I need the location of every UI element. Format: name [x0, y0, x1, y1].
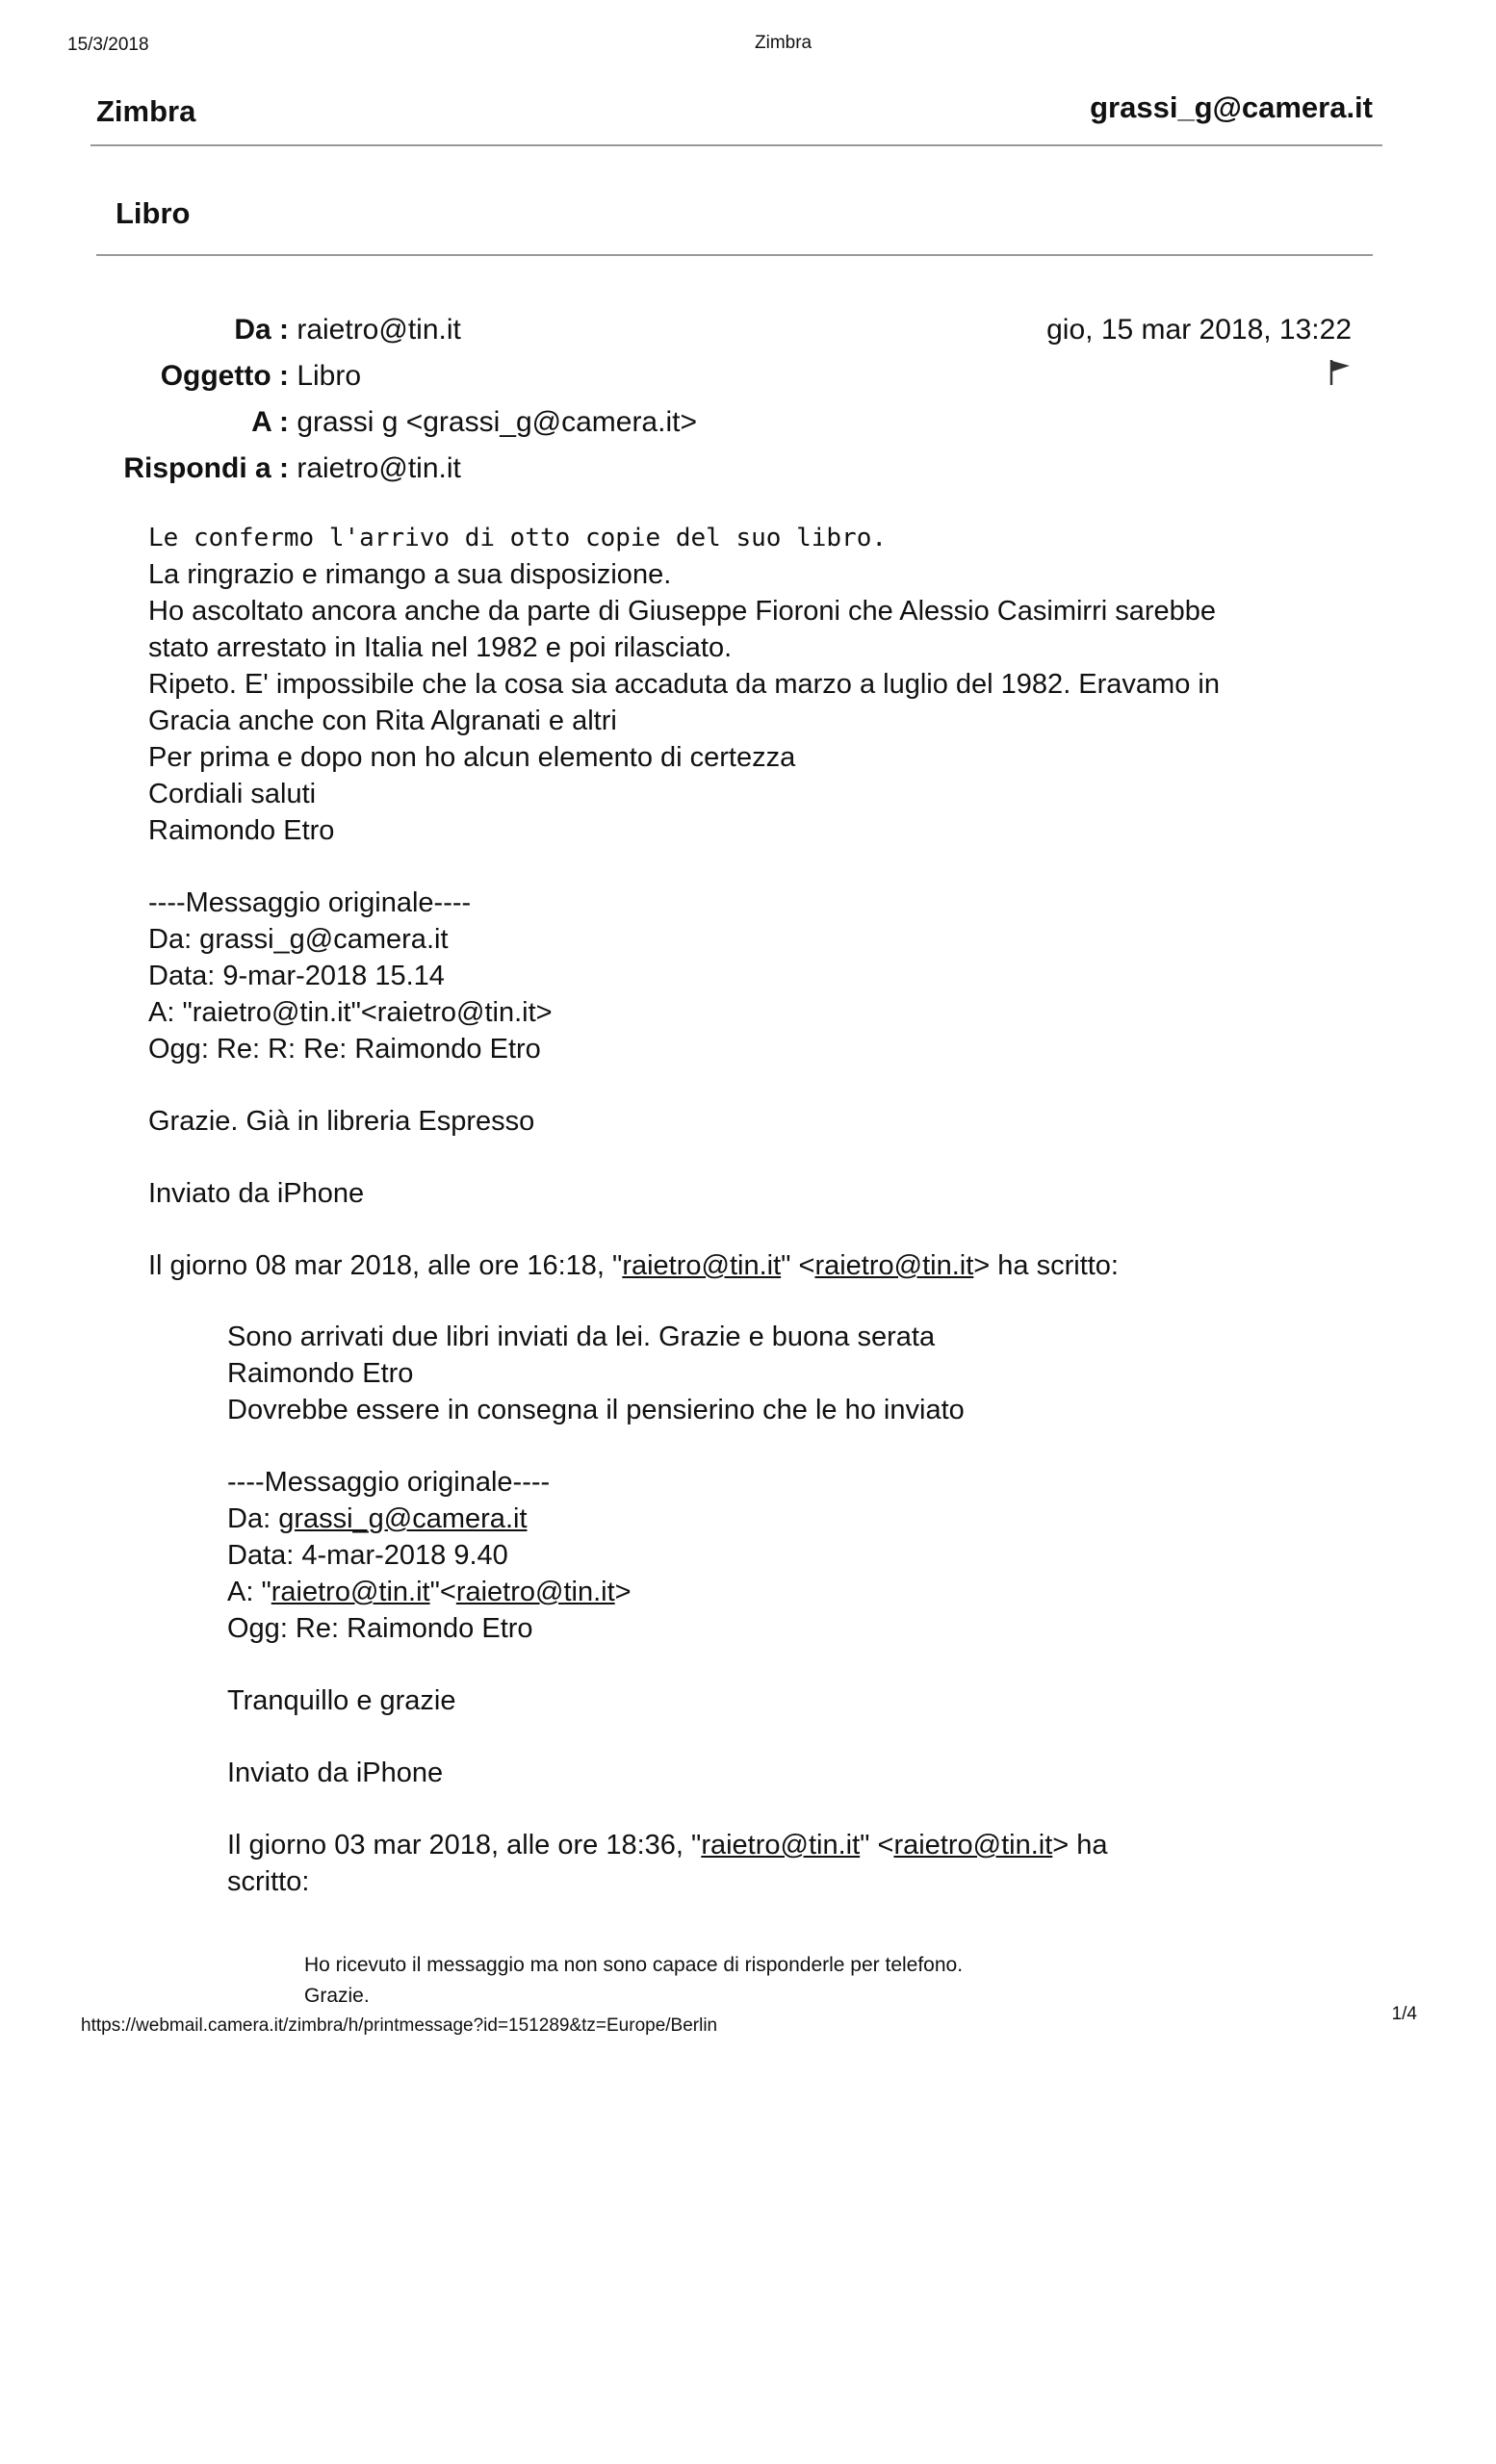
quote-subject: Ogg: Re: Raimondo Etro — [227, 1613, 533, 1644]
message-body — [148, 520, 1220, 1284]
quote-to: A: "raietro@tin.it"<raietro@tin.it> — [148, 997, 553, 1028]
wrote-mid: " < — [860, 1830, 894, 1861]
email-link[interactable]: raietro@tin.it — [814, 1250, 974, 1281]
quote-line: Sono arrivati due libri inviati da lei. Grazie e buona serata — [227, 1322, 936, 1352]
quote-header: ----Messaggio originale---- — [227, 1467, 551, 1498]
print-footer-url: https://webmail.camera.it/zimbra/h/printmessage?id=151289&tz=Europe/Berlin — [81, 2015, 718, 2036]
quote-signature: Inviato da iPhone — [148, 1178, 365, 1209]
quote-header: ----Messaggio originale---- — [148, 887, 472, 918]
flag-icon[interactable] — [1328, 358, 1354, 387]
to-prefix: A: " — [227, 1577, 271, 1607]
quote-line: Ho ricevuto il messaggio ma non sono capace di risponderle per telefono. — [304, 1954, 964, 1976]
body-line: Cordiali saluti — [148, 779, 317, 809]
nested-quote — [227, 1319, 1108, 1900]
quote-subject: Ogg: Re: R: Re: Raimondo Etro — [148, 1034, 541, 1065]
header-subject — [0, 360, 361, 393]
wrote-suffix: > ha — [1052, 1830, 1108, 1861]
quote-date: Data: 9-mar-2018 15.14 — [148, 961, 445, 991]
to-suffix: > — [614, 1577, 632, 1607]
header-reply-to — [0, 452, 461, 485]
body-line: Gracia anche con Rita Algranati e altri — [148, 706, 617, 736]
reply-label: Rispondi a : — [123, 452, 289, 484]
header-to — [0, 406, 697, 439]
body-line: La ringrazio e rimango a sua disposizione. — [148, 559, 672, 590]
body-line: Per prima e dopo non ho alcun elemento di certezza — [148, 742, 796, 773]
quote-from: Da: grassi_g@camera.it — [148, 924, 449, 955]
body-line: Ho ascoltato ancora anche da parte di Giuseppe Fioroni che Alessio Casimirri sarebbe — [148, 596, 1217, 627]
subject-label: Oggetto : — [160, 360, 289, 392]
quote-line: Grazie. — [304, 1985, 370, 2007]
quote-date: Data: 4-mar-2018 9.40 — [227, 1540, 508, 1571]
from-label: Da : — [234, 314, 289, 346]
email-link[interactable]: raietro@tin.it — [893, 1830, 1053, 1861]
quote-to — [227, 1574, 1108, 1610]
quote-wrote-line — [227, 1827, 1108, 1863]
print-title: Zimbra — [755, 33, 812, 53]
quote-signature: Inviato da iPhone — [227, 1758, 444, 1788]
wrote-suffix: > ha scritto: — [973, 1250, 1119, 1281]
account-email: grassi_g@camera.it — [1090, 90, 1373, 124]
from-value: raietro@tin.it — [289, 314, 461, 346]
email-link[interactable]: grassi_g@camera.it — [278, 1503, 528, 1534]
message-date: gio, 15 mar 2018, 13:22 — [1046, 314, 1352, 346]
header-from — [0, 314, 461, 346]
body-line: stato arrestato in Italia nel 1982 e poi rilasciato. — [148, 632, 733, 663]
quote-line: Dovrebbe essere in consegna il pensierino che le ho inviato — [227, 1395, 965, 1425]
subject-value: Libro — [289, 360, 362, 392]
wrote-prefix: Il giorno 03 mar 2018, alle ore 18:36, " — [227, 1830, 702, 1861]
email-link[interactable]: raietro@tin.it — [455, 1577, 615, 1607]
print-date: 15/3/2018 — [67, 35, 149, 55]
reply-value: raietro@tin.it — [289, 452, 461, 484]
quote-wrote-line — [148, 1247, 1220, 1284]
from-prefix: Da: — [227, 1503, 279, 1534]
nested-quote-deep — [304, 1950, 963, 2012]
body-line: Raimondo Etro — [148, 815, 335, 846]
email-link[interactable]: raietro@tin.it — [271, 1577, 430, 1607]
quote-line: Raimondo Etro — [227, 1358, 414, 1389]
to-label: A : — [251, 406, 289, 438]
message-subject-title: Libro — [116, 196, 191, 230]
to-mid: "< — [429, 1577, 456, 1607]
header-divider — [90, 144, 1382, 146]
to-value: grassi g <grassi_g@camera.it> — [289, 406, 697, 438]
quote-wrote-line-2: scritto: — [227, 1866, 310, 1897]
body-line: Ripeto. E' impossibile che la cosa sia accaduta da marzo a luglio del 1982. Eravamo in — [148, 669, 1220, 700]
wrote-prefix: Il giorno 08 mar 2018, alle ore 16:18, " — [148, 1250, 623, 1281]
print-page-number: 1/4 — [1391, 2004, 1417, 2024]
app-brand: Zimbra — [96, 94, 196, 128]
quote-body: Grazie. Già in libreria Espresso — [148, 1106, 535, 1137]
wrote-mid: " < — [781, 1250, 815, 1281]
email-link[interactable]: raietro@tin.it — [701, 1830, 861, 1861]
subject-divider — [96, 254, 1373, 256]
email-link[interactable]: raietro@tin.it — [622, 1250, 782, 1281]
quote-from — [227, 1501, 1108, 1537]
body-line: Le confermo l'arrivo di otto copie del suo libro. — [148, 524, 888, 552]
quote-body: Tranquillo e grazie — [227, 1685, 456, 1716]
